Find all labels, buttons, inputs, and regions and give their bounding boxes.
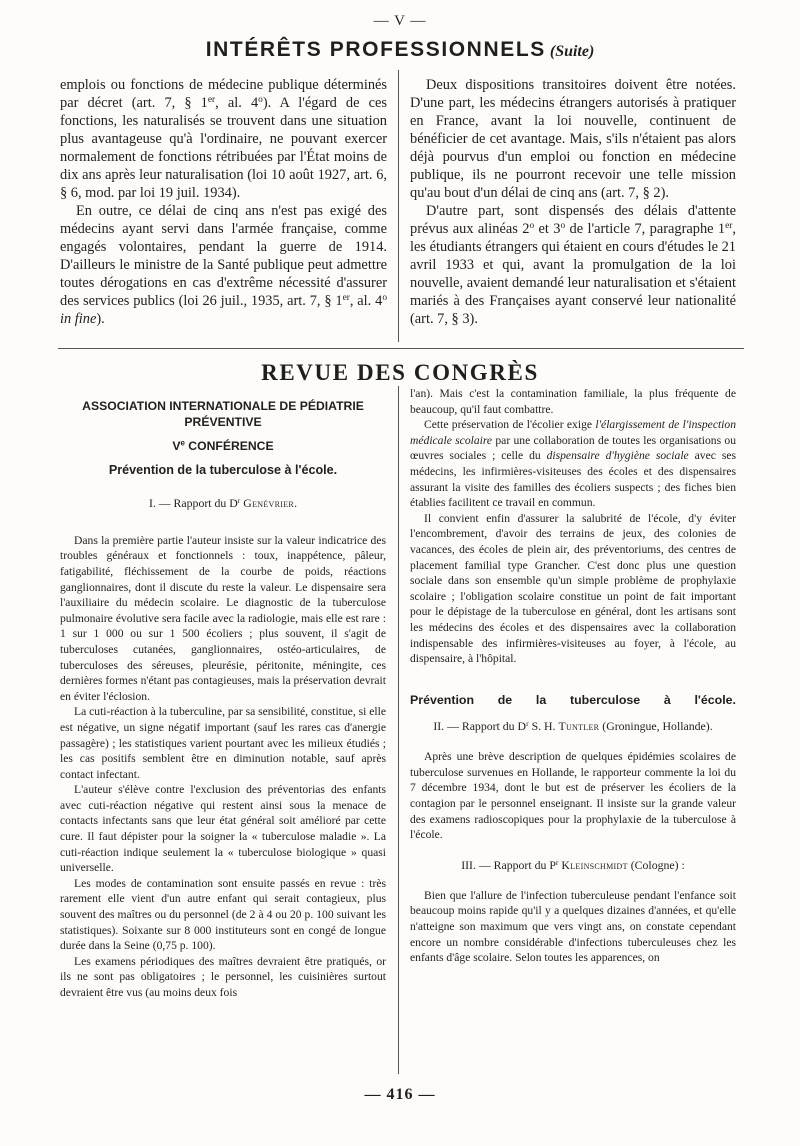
rapport-3-suffix: (Cologne) : [627,857,685,872]
text-run: par une collaboration de toutes les organisations ou œuvres sociales ; celle du [410,433,736,463]
rapport-3-heading [410,857,736,874]
paragraph [410,76,736,202]
superscript: er [725,220,733,231]
text-run: et 3 [534,221,561,237]
superscript: o [258,94,263,105]
text-run: Les modes de contamination sont ensuite passés en revue : très rarement elle vient d'un autre enfant qui serait contagieux, plus souvent des maîtres ou du personnel (de 2 à 4 ou 20 p. 100 suivant les statistiques). Soixante sur 8 000 instituteurs sont en congé de longue durée dans la Seine (0,75 p. 100). [60,876,386,953]
section-divider [58,348,744,349]
column-divider-top [398,70,399,342]
superscript: o [560,220,566,231]
paragraph [410,202,736,328]
rapport-3-sup: r [555,857,559,867]
prevention-heading: Prévention de la tuberculose à l'école. [108,462,338,477]
section-title-interets [0,38,800,62]
text-run: D'autre part, sont dispensés des délais d'attente prévus aux alinéas 2 [410,203,736,237]
congres-right-column [410,386,736,966]
text-run: La cuti-réaction à la tuberculine, par sa sensibilité, constitue, si elle est négative, un signe négatif important (sauf les rares cas d'anergie passagère) ; les statistiques varient pourtant avec les milieux étudiés ; les cas positifs semblent être en diminution notable, sauf après contact infectant. [60,705,386,781]
text-run: , les étudiants étrangers qui étaient en cours d'études le 21 avril 1933 et qui, avant la promulgation de la loi nouvelle, avaient demandé leur naturalisation et s'étaient mariés à des Françaises ayant conservé leur nationalité (art. 7, § 3). [410,221,736,327]
interets-left-column [60,76,387,328]
rapport-1-continued [410,386,736,667]
congres-left-column [60,386,386,1001]
conference-superscript: e [180,438,185,448]
rapport-1-sup: r [237,495,241,505]
association-heading: ASSOCIATION INTERNATIONALE DE PÉDIATRIE PRÉVENTIVE [82,399,364,429]
text-run: avec ses médecins, les infirmières-visiteuses des écoles et des dispensaires assurant la visite des familles des écoliers suspects ; des fiches bien établies facilitent ce travail en commun. [410,449,736,510]
rapport-1-heading [60,496,386,512]
rapport-2-suffix: (Groningue, Hollande). [599,719,713,734]
section-title-suite: (Suite) [549,43,595,60]
rapport-2-name: Tuntler [558,719,600,734]
superscript: o [382,292,387,303]
rapport-1-prefix: I. — Rapport du D [148,496,238,511]
rapport-2-heading [410,718,736,735]
italic-text: l'élargissement de l'inspection médicale scolaire [410,418,736,447]
rapport-2-mid: S. H. [528,719,559,734]
paragraph [60,533,386,705]
text-run: l'an). Mais c'est la contamination familiale, la plus fréquente de beaucoup, qu'il faut combattre. [410,387,736,416]
superscript: er [342,292,350,303]
prevention-heading-2: Prévention de la tuberculose à l'école. [410,692,736,707]
interets-right-column [410,76,736,328]
text-run: Dans la première partie l'auteur insiste sur la valeur indicatrice des troubles généraux et fonctionnels : toux, inappétence, pâleur, fatigabilité, fléchissement de la courbe de poids, réactions ganglionnaires, dont il discute du reste la valeur. Le dispensaire sera l'auxiliaire du médecin scolaire. Le diagnostic de la tuberculose pulmonaire évolutive sera facile avec la radiologie, mais elle est rare : 1 sur 1 000 ou sur 1 500 écoliers ; plus souvent, il s'agit de tuberculoses cutanées, ganglionnaires, ostéo-articulaires, de tuberculoses des séreuses, pleurésie, péritonite, méningite, ces dernières formes n'étant pas contagieuses, mais la préservation devrait en éviter l'éclosion. [60,533,386,703]
rapport-2-paragraph: Après une brève description de quelques épidémies scolaires de tuberculose survenues en Hollande, le rapporteur commente la loi du 7 décembre 1934, dont le but est de préserver les écoliers de la contagion par le personnel enseignant. Il insiste sur la grande valeur des examens radioscopiques pour la prophylaxie de la tuberculose à l'école. [410,750,736,842]
italic-text: in fine [60,311,97,327]
rapport-1-name: Genévrier [243,496,295,511]
italic-text: dispensaire d'hygiène sociale [546,449,689,463]
text-run: En outre, ce délai de cinq ans n'est pas exigé des médecins ayant servi dans l'armée française, comme engagés volontaires, pendant la guerre de 1914. D'ailleurs le ministre de la Santé publique peut admettre toutes dérogations en cas d'extrême nécessité d'assurer des services publics (loi 26 juil., 1935, art. 7, § 1 [60,203,387,309]
text-run: Il convient enfin d'assurer la salubrité de l'école, d'y éviter l'encombrement, d'avoir des terrains de jeux, des colonies de vacances, des écoles de plein air, des préventoriums, des centres de placement familial type Grancher. C'est donc plus une question sociale dans son ensemble qu'un simple problème de prophylaxie scolaire ; l'obligation scolaire constitue un point de fait important pour le dépistage de la tuberculose en général, dont les artisans sont les médecins des écoles et des dispensaires avec la collaboration indispensable des infirmières-visiteuses au foyer, à l'école, au dispensaire, à l'hôpital. [410,511,736,666]
text-run: L'auteur s'élève contre l'exclusion des préventorias des enfants avec cuti-réaction négative qui restent ainsi sous la menace de contacts infectants sans que leur état général soit amélioré par cette cure. Il faut dépister pour la soigner la « tuberculose maladie ». La cuti-réaction indique seulement la « tuberculose biologique » quasi universelle. [60,783,386,875]
paragraph [60,202,387,328]
paragraph [60,704,386,782]
text-run: Deux dispositions transitoires doivent être notées. D'une part, les médecins étrangers autorisés à pratiquer en France, avant la loi nouvelle, continuent de bénéficier de cet avantage. Mais, s'ils n'étaient pas alors déjà pourvus d'un emploi ou fonction en médecine publique, ils ne pourront recevoir une telle mission qu'au bout d'un délai de cinq ans (art. 7, § 2). [410,77,736,201]
paragraph [60,954,386,1001]
superscript: er [207,94,216,105]
text-run: , al. 4 [349,293,383,309]
text-run: Les examens périodiques des maîtres devraient être pratiqués, or ils ne sont pas obligatoires ; le personnel, les cuisinières surtout devraient être vus (au moins deux fois [60,954,386,999]
rapport-2-sup: r [526,719,529,729]
section-title-congres: REVUE DES CONGRÈS [261,360,539,385]
paragraph [410,417,736,511]
conference-heading [60,439,386,455]
superscript: o [529,220,535,231]
rapport-1-suffix: . [294,496,298,511]
rapport-1-text [60,533,386,1001]
paragraph [410,386,736,417]
page-number: — 416 — [364,1086,436,1103]
conference-number: V [172,439,181,453]
rapport-3-name: Kleinschmidt [561,857,628,872]
rapport-3-prefix: III. — Rapport du P [461,857,556,872]
text-run: ). A l'égard de ces fonctions, les naturalisés se trouvent dans une situation plus avantageuse qu'à l'ordinaire, ne pouvant exercer normalement de fonctions rétribuées par l'État moins de dix ans après leur naturalisation (loi 10 août 1927, art. 6, § 6, mod. par loi 19 juil. 1934). [60,95,387,201]
conference-label: CONFÉRENCE [184,439,274,453]
rapport-3-paragraph: Bien que l'allure de l'infection tuberculeuse pendant l'enfance soit beaucoup moins rapide qu'il y a quelques dizaines d'années, et qu'elle n'atteigne son maximum que vers vingt ans, on constate cependant encore un nombre considérable d'infections tuberculeuses chez les enfants d'âge scolaire. Selon toutes les apparences, on [410,888,736,965]
text-run: Cette préservation de l'écolier exige [424,418,596,432]
paragraph [60,76,387,202]
paragraph [60,876,386,954]
paragraph [410,511,736,667]
text-run: de l'article 7, paragraphe 1 [565,221,726,237]
text-run: ). [96,311,105,327]
column-divider-bottom [398,386,399,1074]
paragraph [60,782,386,876]
text-run: , al. 4 [215,95,259,111]
text-run: emplois ou fonctions de médecine publique déterminés par décret (art. 7, § 1 [60,77,387,111]
section-title-text: INTÉRÊTS PROFESSIONNELS [205,38,546,61]
rapport-2-prefix: II. — Rapport du D [433,719,527,734]
folio: — V — [373,13,427,29]
